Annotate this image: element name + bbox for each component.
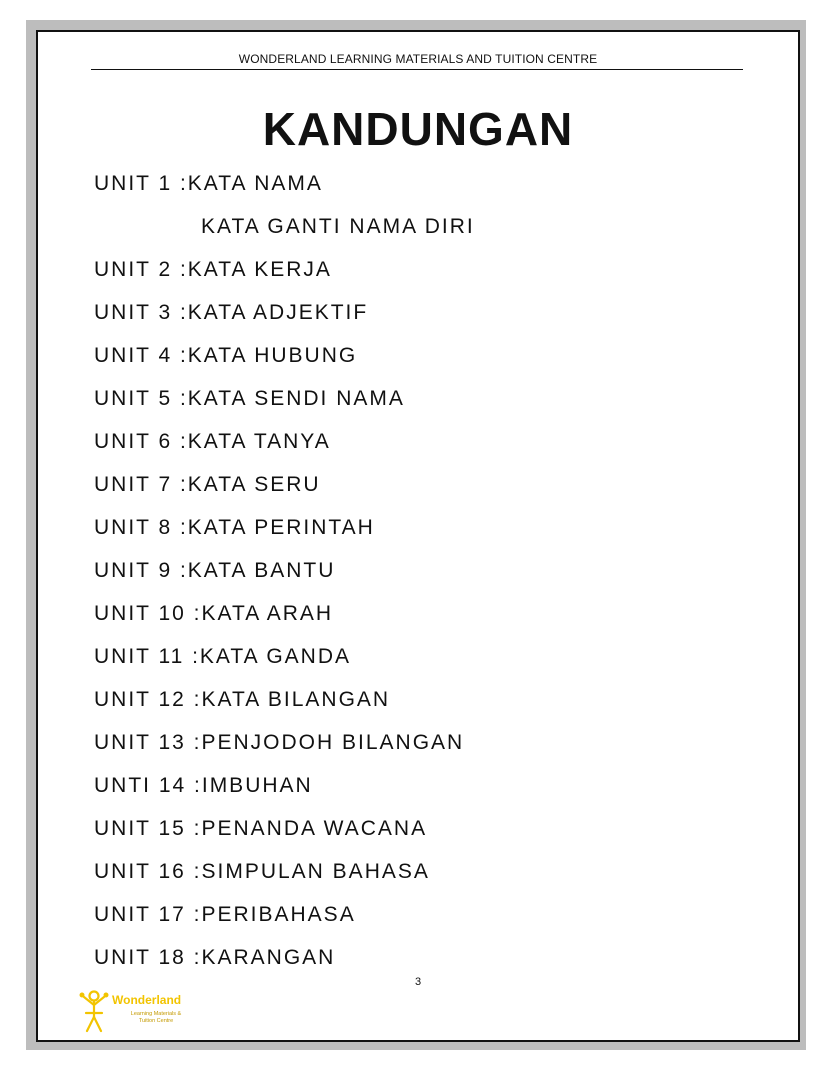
toc-entry (94, 430, 475, 473)
toc-topic: SIMPULAN BAHASA (201, 860, 430, 883)
page-frame (26, 20, 806, 1050)
toc-topic: KATA PERINTAH (187, 516, 375, 539)
header-rule (91, 69, 743, 70)
toc-topic: KATA ADJEKTIF (187, 301, 369, 324)
toc-topic: KATA BANTU (187, 559, 336, 582)
toc-entry (94, 387, 475, 430)
toc-topic: IMBUHAN (201, 774, 313, 797)
toc-topic: KATA GANDA (199, 645, 352, 668)
table-of-contents (94, 172, 475, 989)
toc-unit-label: UNIT 3 : (94, 301, 188, 324)
toc-unit-label: UNIT 16 : (94, 860, 202, 883)
toc-entry (94, 301, 475, 344)
logo-subtitle (116, 1011, 196, 1025)
toc-unit-label: UNIT 17 : (94, 903, 202, 926)
toc-topic: KATA HUBUNG (187, 344, 358, 367)
page-title: KANDUNGAN (262, 103, 574, 155)
toc-unit-label: UNIT 5 : (94, 387, 188, 410)
running-header: WONDERLAND LEARNING MATERIALS AND TUITION CENTRE (238, 52, 598, 66)
toc-entry (94, 731, 475, 774)
toc-entry (94, 903, 475, 946)
toc-topic: KATA TANYA (187, 430, 331, 453)
toc-topic: PERIBAHASA (201, 903, 356, 926)
toc-unit-label: UNIT 12 : (94, 688, 202, 711)
toc-unit-label: UNIT 9 : (94, 559, 188, 582)
toc-topic: KATA ARAH (201, 602, 334, 625)
toc-unit-label: UNIT 6 : (94, 430, 188, 453)
toc-entry (94, 172, 475, 215)
toc-topic: KATA KERJA (187, 258, 332, 281)
toc-entry (94, 602, 475, 645)
toc-unit-label: UNIT 4 : (94, 344, 188, 367)
toc-topic: KARANGAN (201, 946, 336, 969)
toc-unit-label: UNIT 1 : (94, 172, 188, 195)
toc-unit-label: UNIT 7 : (94, 473, 188, 496)
toc-topic: KATA GANTI NAMA DIRI (201, 215, 475, 238)
toc-entry (94, 688, 475, 731)
logo-name: Wonderland (112, 993, 182, 1007)
toc-unit-label: UNIT 11 : (94, 645, 200, 668)
logo-subtitle-line: Learning Materials & (130, 1011, 182, 1017)
toc-unit-label: UNIT 18 : (94, 946, 202, 969)
toc-entry (94, 774, 475, 817)
toc-unit-label: UNIT 8 : (94, 516, 188, 539)
toc-unit-label: UNIT 15 : (94, 817, 202, 840)
toc-entry (94, 645, 475, 688)
toc-topic: KATA BILANGAN (201, 688, 391, 711)
toc-entry (94, 860, 475, 903)
toc-entry (94, 344, 475, 387)
toc-entry (94, 516, 475, 559)
wonderland-logo (76, 987, 216, 1037)
toc-topic: KATA NAMA (187, 172, 323, 195)
toc-entry (94, 559, 475, 602)
document-page (36, 30, 800, 1042)
toc-topic: KATA SENDI NAMA (187, 387, 405, 410)
wonderland-child-logo-icon (76, 987, 112, 1037)
toc-unit-label: UNIT 10 : (94, 602, 202, 625)
toc-entry (94, 215, 475, 258)
page-number: 3 (414, 976, 422, 988)
toc-topic: KATA SERU (187, 473, 321, 496)
toc-entry (94, 817, 475, 860)
toc-unit-label: UNTI 14 : (94, 774, 202, 797)
toc-topic: PENANDA WACANA (201, 817, 428, 840)
toc-unit-label: UNIT 2 : (94, 258, 188, 281)
logo-subtitle-line: Tuition Centre (138, 1018, 174, 1024)
toc-topic: PENJODOH BILANGAN (201, 731, 465, 754)
toc-entry (94, 473, 475, 516)
toc-unit-label: UNIT 13 : (94, 731, 202, 754)
toc-entry (94, 258, 475, 301)
